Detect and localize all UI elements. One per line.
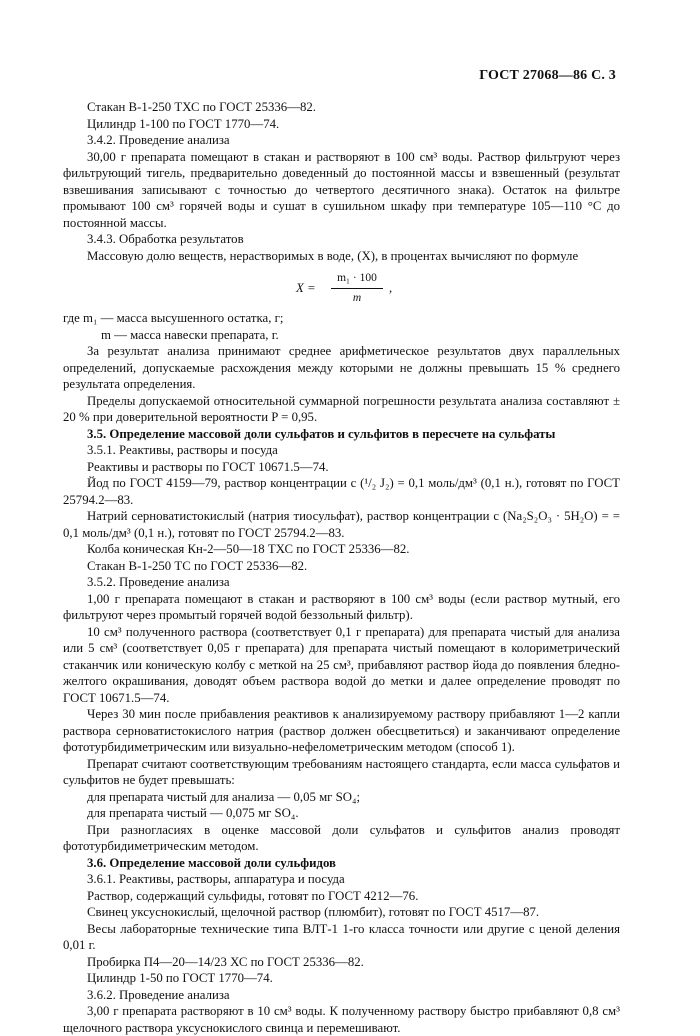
paragraph: Реактивы и растворы по ГОСТ 10671.5—74. — [87, 459, 329, 474]
paragraph: 3.4.2. Проведение анализа — [87, 133, 230, 147]
paragraph: где m₁ — масса высушенного остатка, г; — [63, 311, 284, 325]
paragraph: Йод по ГОСТ 4159—79, раствор концентрации c (¹/₂ J₂) = 0,1 моль/дм³ (0,1 н.), готовят по ГОСТ 25794.2—83. — [63, 476, 620, 507]
paragraph: Стакан В-1-250 ТХС по ГОСТ 25336—82. — [87, 100, 316, 114]
paragraph: Через 30 мин после прибавления реактивов к анализируемому раствору прибавляют 1—2 капли раствора серноватистокислого натрия (раствор должен обесцветиться) и заканчивают определение фототурбидиметрическим или визуально-нефелометрическим методом (способ 1). — [63, 707, 620, 754]
paragraph: 3.5.1. Реактивы, растворы и посуда — [87, 443, 278, 457]
paragraph: 3.6.1. Реактивы, растворы, аппаратура и посуда — [87, 872, 345, 886]
paragraph: 3.4.3. Обработка результатов — [87, 232, 244, 246]
paragraph: 3.6.2. Проведение анализа — [87, 987, 230, 1002]
formula-fraction — [331, 270, 383, 306]
paragraph: Весы лабораторные технические типа ВЛТ-1 1-го класса точности или другие с ценой деления 0,01 г. — [63, 921, 620, 952]
paragraph: При разногласиях в оценке массовой доли сульфатов и сульфитов анализ проводят фототурбидиметрическим методом. — [63, 822, 620, 853]
paragraph: m — масса навески препарата, г. — [101, 327, 279, 342]
paragraph: для препарата чистый — 0,075 мг SO₄. — [87, 806, 299, 820]
formula-denominator: m — [352, 291, 362, 304]
paragraph: Натрий серноватистокислый (натрия тиосульфат), раствор концентрации c (Na₂S₂O₃ · 5H₂O) = = 0,1 моль/дм³ (0,1 н.), готовят по ГОСТ 25794.2—83. — [63, 509, 620, 540]
paragraph: 3,00 г препарата растворяют в 10 см³ воды. К полученному раствору быстро прибавляют 0,8 см³ щелочного раствора уксуснокислого свинца и перемешивают. — [63, 1004, 620, 1035]
paragraph: Свинец уксуснокислый, щелочной раствор (плюмбит), готовят по ГОСТ 4517—87. — [87, 905, 540, 919]
paragraph: Пределы допускаемой относительной суммарной погрешности результата анализа составляют ± 20 % при доверительной вероятности P = 0,95. — [63, 393, 620, 424]
paragraph: Массовую долю веществ, нерастворимых в воде, (X), в процентах вычисляют по формуле — [87, 248, 579, 263]
paragraph: 10 см³ полученного раствора (соответствует 0,1 г препарата) для препарата чистый для анализа или 5 см³ (соответствует 0,05 г препарата) для препарата чистый помещают в колориметрический стаканчик или коническую колбу с меткой на 25 см³, прибавляют раствор йода до появления бледно-желтого окрашивания, доводят объем раствора водой до метки и далее определение проводят по ГОСТ 10671.5—74. — [63, 624, 620, 705]
paragraph: За результат анализа принимают среднее арифметическое результатов двух параллельных определений, допускаемые расхождения между которыми не должны превышать 15 % среднего результата определения. — [63, 344, 620, 391]
section-heading: 3.5. Определение массовой доли сульфатов и сульфитов в пересчете на сульфаты — [87, 426, 556, 441]
formula-tail: , — [389, 281, 393, 295]
formula — [63, 270, 620, 306]
paragraph: Стакан В-1-250 ТС по ГОСТ 25336—82. — [87, 558, 308, 573]
paragraph: Пробирка П4—20—14/23 ХС по ГОСТ 25336—82. — [87, 954, 364, 969]
document-body — [63, 99, 620, 1036]
formula-lhs: X = — [296, 281, 316, 295]
paragraph: Раствор, содержащий сульфиды, готовят по ГОСТ 4212—76. — [87, 888, 419, 903]
paragraph: Цилиндр 1-100 по ГОСТ 1770—74. — [87, 116, 280, 131]
paragraph: 30,00 г препарата помещают в стакан и растворяют в 100 см³ воды. Раствор фильтруют через фильтрующий тигель, предварительно доведенный до постоянной массы и взвешенный (результат взвешивания записывают с точностью до четвертого десятичного знака). Остаток на фильтре промывают 100 см³ горячей воды и сушат в сушильном шкафу при температуре 105—110 °С до постоянной массы. — [63, 149, 620, 230]
section-heading: 3.6. Определение массовой доли сульфидов — [87, 855, 336, 870]
page-header: ГОСТ 27068—86 С. 3 — [479, 68, 616, 83]
paragraph: Колба коническая Кн-2—50—18 ТХС по ГОСТ 25336—82. — [87, 542, 410, 556]
paragraph: Препарат считают соответствующим требованиям настоящего стандарта, если масса сульфатов и сульфитов не будет превышать: — [63, 756, 620, 787]
paragraph: 3.5.2. Проведение анализа — [87, 575, 230, 589]
paragraph: 1,00 г препарата помещают в стакан и растворяют в 100 см³ воды (если раствор мутный, его фильтруют через промытый горячей водой беззольный фильтр). — [63, 591, 620, 622]
formula-numerator: m₁ · 100 — [331, 270, 383, 289]
paragraph: Цилиндр 1-50 по ГОСТ 1770—74. — [87, 971, 273, 985]
paragraph: для препарата чистый для анализа — 0,05 мг SO₄; — [87, 789, 360, 804]
